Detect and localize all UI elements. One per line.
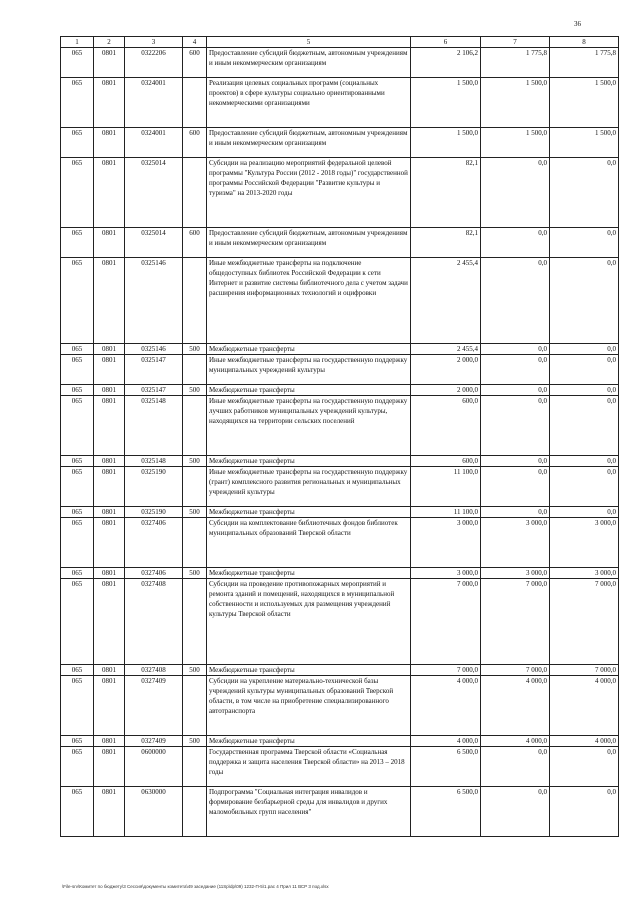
table-cell: 3 000,0	[481, 568, 550, 579]
table-cell: 4 000,0	[411, 676, 481, 736]
table-row	[61, 665, 619, 676]
table-body	[61, 48, 619, 837]
table-cell: 7 000,0	[411, 665, 481, 676]
description-cell: Реализация целевых социальных программ (социальных проектов) в сфере культуры социально ориентированными некоммерческими организациями	[207, 78, 411, 128]
table-cell: 2 000,0	[411, 385, 481, 396]
table-cell: 065	[61, 344, 94, 355]
table-cell: 065	[61, 787, 94, 837]
table-cell: 0325190	[125, 467, 183, 507]
table-row	[61, 48, 619, 78]
table-row	[61, 396, 619, 456]
table-cell: 1 500,0	[481, 78, 550, 128]
description-cell: Межбюджетные трансферты	[207, 344, 411, 355]
table-cell: 0,0	[550, 344, 619, 355]
table-row	[61, 467, 619, 507]
table-cell: 065	[61, 507, 94, 518]
header-cell: 7	[481, 37, 550, 48]
table-cell: 1 500,0	[481, 128, 550, 158]
table-cell: 0325014	[125, 228, 183, 258]
description-cell: Межбюджетные трансферты	[207, 385, 411, 396]
table-row	[61, 258, 619, 344]
table-row	[61, 344, 619, 355]
table-cell: 065	[61, 228, 94, 258]
table-cell: 7 000,0	[550, 665, 619, 676]
table-cell: 0,0	[550, 787, 619, 837]
table-cell: 6 500,0	[411, 747, 481, 787]
budget-table	[60, 36, 619, 837]
table-row	[61, 355, 619, 385]
table-cell: 0801	[94, 355, 125, 385]
description-cell: Государственная программа Тверской области «Социальная поддержка и защита населения Тверской области» на 2013 – 2018 годы	[207, 747, 411, 787]
file-path-footer: \File-srv\Комитет по бюджету\3 Сессия\документы комитета\49 заседание (11Sp\dp\09) 1232-П-5\1.рас 4 Прил 11 ВСР 3 под.xlsx	[62, 884, 329, 889]
table-cell: 0327409	[125, 676, 183, 736]
table-cell: 0,0	[481, 158, 550, 228]
table-cell: 2 000,0	[411, 355, 481, 385]
table-row	[61, 456, 619, 467]
page-number: 36	[574, 20, 581, 28]
header-cell: 4	[183, 37, 207, 48]
table-row	[61, 507, 619, 518]
table-cell: 0325148	[125, 396, 183, 456]
table-cell: 82,1	[411, 158, 481, 228]
table-cell	[183, 396, 207, 456]
table-cell: 7 000,0	[550, 579, 619, 665]
table-row	[61, 787, 619, 837]
table-cell: 0801	[94, 747, 125, 787]
table-cell: 0801	[94, 579, 125, 665]
table-cell: 065	[61, 258, 94, 344]
table-cell: 065	[61, 676, 94, 736]
table-cell: 600	[183, 128, 207, 158]
table-cell: 065	[61, 396, 94, 456]
description-cell: Межбюджетные трансферты	[207, 507, 411, 518]
header-cell: 6	[411, 37, 481, 48]
table-cell: 0,0	[481, 258, 550, 344]
table-cell: 2 106,2	[411, 48, 481, 78]
table-cell: 0801	[94, 158, 125, 228]
table-cell	[183, 676, 207, 736]
table-cell: 0,0	[481, 228, 550, 258]
table-cell: 0801	[94, 518, 125, 568]
table-cell: 600,0	[411, 396, 481, 456]
table-cell: 11 100,0	[411, 467, 481, 507]
table-cell: 2 455,4	[411, 344, 481, 355]
table-cell: 065	[61, 456, 94, 467]
table-cell: 0,0	[550, 507, 619, 518]
table-cell: 82,1	[411, 228, 481, 258]
table-cell: 4 000,0	[481, 736, 550, 747]
description-cell: Межбюджетные трансферты	[207, 665, 411, 676]
table-cell: 0,0	[481, 456, 550, 467]
table-cell	[183, 579, 207, 665]
table-row	[61, 736, 619, 747]
table-cell: 065	[61, 48, 94, 78]
table-cell: 7 000,0	[481, 579, 550, 665]
description-cell: Предоставление субсидий бюджетным, автономным учреждениям и иным некоммерческим организациям	[207, 48, 411, 78]
header-cell: 3	[125, 37, 183, 48]
table-row	[61, 579, 619, 665]
table-cell: 600	[183, 228, 207, 258]
table-cell: 6 500,0	[411, 787, 481, 837]
table-cell: 0801	[94, 787, 125, 837]
table-cell: 0,0	[550, 355, 619, 385]
table-cell	[183, 747, 207, 787]
table-cell: 4 000,0	[550, 736, 619, 747]
description-cell: Субсидии на проведение противопожарных мероприятий и ремонта зданий и помещений, находящихся в муниципальной собственности и используемых для размещения учреждений культуры Тверской области	[207, 579, 411, 665]
description-cell: Субсидии на укрепление материально-технической базы учреждений культуры муниципальных образований Тверской области, в том числе на приобретение специализированного автотранспорта	[207, 676, 411, 736]
table-cell: 0801	[94, 676, 125, 736]
table-cell: 600,0	[411, 456, 481, 467]
table-cell: 3 000,0	[481, 518, 550, 568]
table-cell: 500	[183, 344, 207, 355]
table-cell: 0325147	[125, 355, 183, 385]
table-cell: 0,0	[481, 385, 550, 396]
table-cell: 500	[183, 507, 207, 518]
table-row	[61, 385, 619, 396]
header-cell: 8	[550, 37, 619, 48]
table-cell	[183, 355, 207, 385]
table-row	[61, 158, 619, 228]
table-cell: 500	[183, 385, 207, 396]
table-cell: 0,0	[481, 467, 550, 507]
description-cell: Иные межбюджетные трансферты на подключение общедоступных библиотек Российской Федерации к сети Интернет и развитие системы библиотечного дела с учетом задачи расширения информационных технологий и оцифровки	[207, 258, 411, 344]
table-cell: 4 000,0	[550, 676, 619, 736]
table-cell: 3 000,0	[411, 568, 481, 579]
table-cell: 0801	[94, 568, 125, 579]
description-cell: Иные межбюджетные трансферты на государственную поддержку лучших работников муниципальных учреждений культуры, находящихся на территории сельских поселений	[207, 396, 411, 456]
description-cell: Иные межбюджетные трансферты на государственную поддержку (грант) комплексного развития региональных и муниципальных учреждений культуры	[207, 467, 411, 507]
table-cell	[183, 518, 207, 568]
table-cell: 0325146	[125, 344, 183, 355]
table-cell: 065	[61, 665, 94, 676]
table-cell: 0325146	[125, 258, 183, 344]
table-cell: 4 000,0	[411, 736, 481, 747]
table-cell: 0327408	[125, 579, 183, 665]
table-cell: 0630000	[125, 787, 183, 837]
table-cell: 0327408	[125, 665, 183, 676]
table-cell: 1 500,0	[411, 78, 481, 128]
table-cell: 0801	[94, 385, 125, 396]
table-cell: 1 775,8	[481, 48, 550, 78]
table-cell: 0,0	[550, 747, 619, 787]
header-cell: 2	[94, 37, 125, 48]
table-cell: 065	[61, 385, 94, 396]
table-cell: 0,0	[550, 258, 619, 344]
table-cell: 0325148	[125, 456, 183, 467]
table-row	[61, 676, 619, 736]
table-cell: 0,0	[481, 507, 550, 518]
table-cell: 500	[183, 568, 207, 579]
table-cell: 0801	[94, 467, 125, 507]
table-cell: 1 500,0	[550, 78, 619, 128]
table-cell: 065	[61, 736, 94, 747]
table-row	[61, 128, 619, 158]
table-cell: 065	[61, 518, 94, 568]
table-cell: 0,0	[481, 747, 550, 787]
table-cell: 065	[61, 568, 94, 579]
table-cell: 0,0	[550, 396, 619, 456]
table-cell: 3 000,0	[411, 518, 481, 568]
table-row	[61, 747, 619, 787]
header-row	[61, 37, 619, 48]
table-cell: 0,0	[550, 228, 619, 258]
table-row	[61, 568, 619, 579]
table-cell: 0,0	[481, 396, 550, 456]
table-cell	[183, 158, 207, 228]
table-cell: 7 000,0	[481, 665, 550, 676]
table-cell: 0801	[94, 48, 125, 78]
table-row	[61, 78, 619, 128]
table-cell: 0324001	[125, 128, 183, 158]
description-cell: Предоставление субсидий бюджетным, автономным учреждениям и иным некоммерческим организациям	[207, 228, 411, 258]
table-cell: 500	[183, 456, 207, 467]
table-cell: 2 455,4	[411, 258, 481, 344]
table-cell: 065	[61, 158, 94, 228]
header-cell: 5	[207, 37, 411, 48]
description-cell: Предоставление субсидий бюджетным, автономным учреждениям и иным некоммерческим организациям	[207, 128, 411, 158]
description-cell: Иные межбюджетные трансферты на государственную поддержку муниципальных учреждений культуры	[207, 355, 411, 385]
table-cell: 500	[183, 665, 207, 676]
table-cell: 0801	[94, 507, 125, 518]
table-cell: 1 500,0	[550, 128, 619, 158]
table-row	[61, 228, 619, 258]
table-cell: 0325147	[125, 385, 183, 396]
table-cell: 7 000,0	[411, 579, 481, 665]
table-cell: 0325190	[125, 507, 183, 518]
table-cell: 600	[183, 48, 207, 78]
table-cell: 065	[61, 579, 94, 665]
table-cell: 3 000,0	[550, 518, 619, 568]
table-cell: 0327406	[125, 568, 183, 579]
table-cell: 0801	[94, 228, 125, 258]
table-row	[61, 518, 619, 568]
table-cell: 0,0	[481, 787, 550, 837]
table-cell	[183, 787, 207, 837]
table-cell: 4 000,0	[481, 676, 550, 736]
table-cell: 065	[61, 355, 94, 385]
table-cell	[183, 467, 207, 507]
table-cell	[183, 78, 207, 128]
description-cell: Субсидии на комплектование библиотечных фондов библиотек муниципальных образований Тверской области	[207, 518, 411, 568]
table-cell: 0801	[94, 78, 125, 128]
table-cell: 0801	[94, 456, 125, 467]
table-cell: 0801	[94, 344, 125, 355]
table-cell: 11 100,0	[411, 507, 481, 518]
description-cell: Межбюджетные трансферты	[207, 568, 411, 579]
table-cell: 3 000,0	[550, 568, 619, 579]
table-cell: 0600000	[125, 747, 183, 787]
table-cell: 0324001	[125, 78, 183, 128]
table-cell: 0801	[94, 128, 125, 158]
table-cell: 065	[61, 467, 94, 507]
table-cell: 0322206	[125, 48, 183, 78]
table-cell	[183, 258, 207, 344]
description-cell: Межбюджетные трансферты	[207, 736, 411, 747]
table-cell: 0327409	[125, 736, 183, 747]
table-cell: 0801	[94, 736, 125, 747]
table-cell: 065	[61, 747, 94, 787]
table-cell: 0,0	[550, 158, 619, 228]
description-cell: Субсидии на реализацию мероприятий федеральной целевой программы "Культура России (2012 - 2018 годы)" государственной программы Российской Федерации "Развитие культуры и туризма" на 2013-2020 годы	[207, 158, 411, 228]
table-cell: 0,0	[481, 344, 550, 355]
table-cell: 0801	[94, 665, 125, 676]
table-cell: 0801	[94, 396, 125, 456]
table-cell: 0,0	[550, 456, 619, 467]
table-cell: 500	[183, 736, 207, 747]
table-cell: 065	[61, 128, 94, 158]
table-cell: 1 500,0	[411, 128, 481, 158]
description-cell: Подпрограмма "Социальная интеграция инвалидов и формирование безбарьерной среды для инвалидов и других маломобильных групп населения"	[207, 787, 411, 837]
table-cell: 0,0	[481, 355, 550, 385]
table-cell: 0,0	[550, 385, 619, 396]
table-cell: 0,0	[550, 467, 619, 507]
table-cell: 0801	[94, 258, 125, 344]
header-cell: 1	[61, 37, 94, 48]
table-cell: 0325014	[125, 158, 183, 228]
table-cell: 1 775,8	[550, 48, 619, 78]
table-cell: 065	[61, 78, 94, 128]
description-cell: Межбюджетные трансферты	[207, 456, 411, 467]
table-cell: 0327406	[125, 518, 183, 568]
